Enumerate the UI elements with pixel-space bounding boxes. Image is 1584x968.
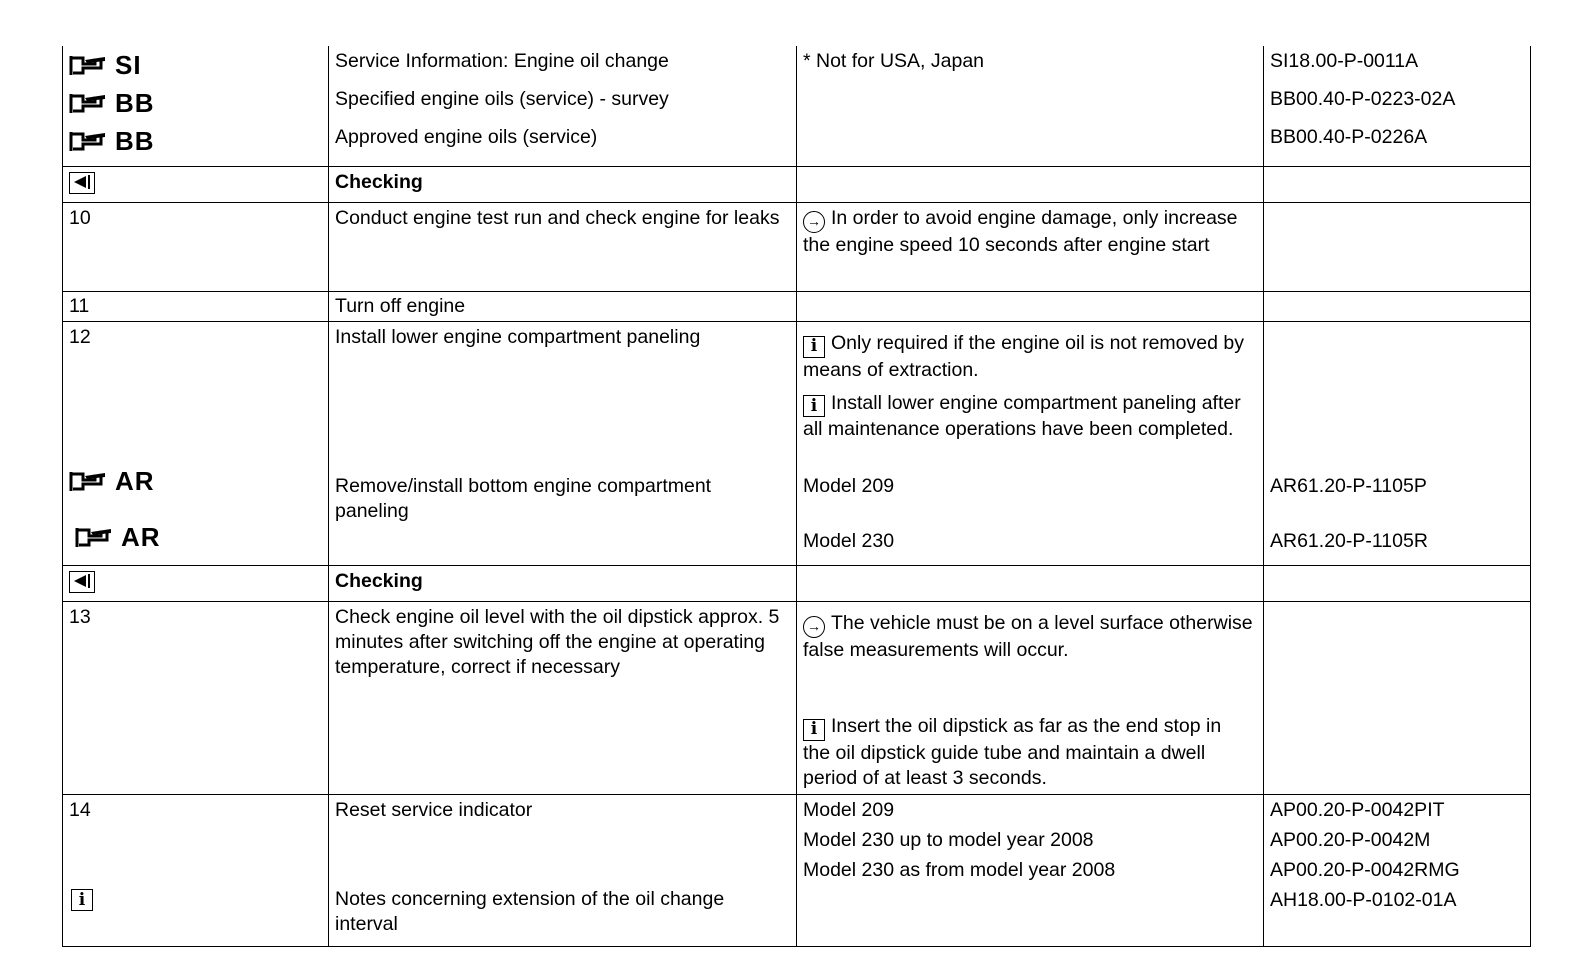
step-row [62,795,1531,947]
ref-doc-link[interactable]: AP00.20-P-0042PIT [1270,799,1445,821]
section-checking [62,566,1531,602]
step-number: 11 [62,292,328,321]
model-label: Model 230 as from model year 2008 [803,859,1116,881]
pointing-hand-icon [69,469,113,493]
step-note: Install lower engine compartment paneling after all maintenance operations have been completed. [803,391,1241,440]
pointing-hand-icon [75,525,119,549]
reference-block [62,46,1531,167]
pointing-hand-icon [69,91,113,115]
step-number: 10 [62,203,328,291]
pointing-hand-icon [69,129,113,153]
step-note: In order to avoid engine damage, only increase the engine speed 10 seconds after engine start [803,207,1238,256]
ref-bb[interactable]: BB [69,84,322,122]
step-row [62,203,1531,292]
section-checking [62,167,1531,203]
ref-doc-link[interactable]: AR61.20-P-1105R [1270,530,1428,552]
ref-doc-link[interactable]: SI18.00-P-0011A [1270,50,1419,72]
ref-text: Approved engine oils (service) [335,126,598,148]
ref-ar[interactable]: AR [69,462,155,500]
ref-note: * Not for USA, Japan [803,50,985,72]
ref-text: Specified engine oils (service) - survey [335,88,669,110]
step-number: 13 [62,602,328,794]
model-label: Model 209 [803,475,895,497]
step-note: Only required if the engine oil is not removed by means of extraction. [803,332,1244,381]
step-number: 14 [69,799,91,821]
ref-doc-link[interactable]: BB00.40-P-0226A [1270,126,1428,148]
step-note: Insert the oil dipstick as far as the end stop in the oil dipstick guide tube and maintain a dwell period of at least 3 seconds. [803,715,1222,789]
section-title: Checking [328,566,796,601]
ref-ar[interactable]: AR [75,518,161,556]
ref-bb[interactable]: BB [69,122,322,160]
step-number: 12 [69,326,91,348]
ref-text: Remove/install bottom engine compartment paneling [335,475,712,522]
checking-icon [69,172,95,194]
step-row [62,602,1531,795]
info-icon: i [803,336,825,358]
step-text: Install lower engine compartment paneling [335,326,701,348]
ref-doc-link[interactable]: AR61.20-P-1105P [1270,475,1427,497]
section-title: Checking [328,167,796,202]
step-text: Conduct engine test run and check engine for leaks [328,203,796,291]
ref-doc-link[interactable]: AP00.20-P-0042RMG [1270,859,1460,881]
model-label: Model 209 [803,799,895,821]
step-text: Check engine oil level with the oil dipstick approx. 5 minutes after switching off the engine at operating temperature, correct if necessary [328,602,796,794]
ref-doc-link[interactable]: AP00.20-P-0042M [1270,829,1431,851]
ref-doc-link[interactable]: BB00.40-P-0223-02A [1270,88,1456,110]
model-label: Model 230 [803,530,895,552]
ref-si[interactable]: SI [69,46,322,84]
warning-icon: → [803,616,825,638]
info-icon[interactable]: i [71,889,93,911]
step-text: Turn off engine [328,292,796,321]
step-row [62,322,1531,566]
step-row [62,292,1531,322]
checking-icon [69,571,95,593]
step-text: Reset service indicator [335,799,533,821]
model-label: Model 230 up to model year 2008 [803,829,1094,851]
ref-text: Service Information: Engine oil change [335,50,669,72]
info-text: Notes concerning extension of the oil change interval [335,888,725,935]
info-icon: i [803,395,825,417]
pointing-hand-icon [69,53,113,77]
ref-doc-link[interactable]: AH18.00-P-0102-01A [1270,889,1457,911]
procedure-table [62,46,1531,947]
warning-icon: → [803,211,825,233]
info-icon: i [803,719,825,741]
step-note: The vehicle must be on a level surface otherwise false measurements will occur. [803,612,1253,661]
